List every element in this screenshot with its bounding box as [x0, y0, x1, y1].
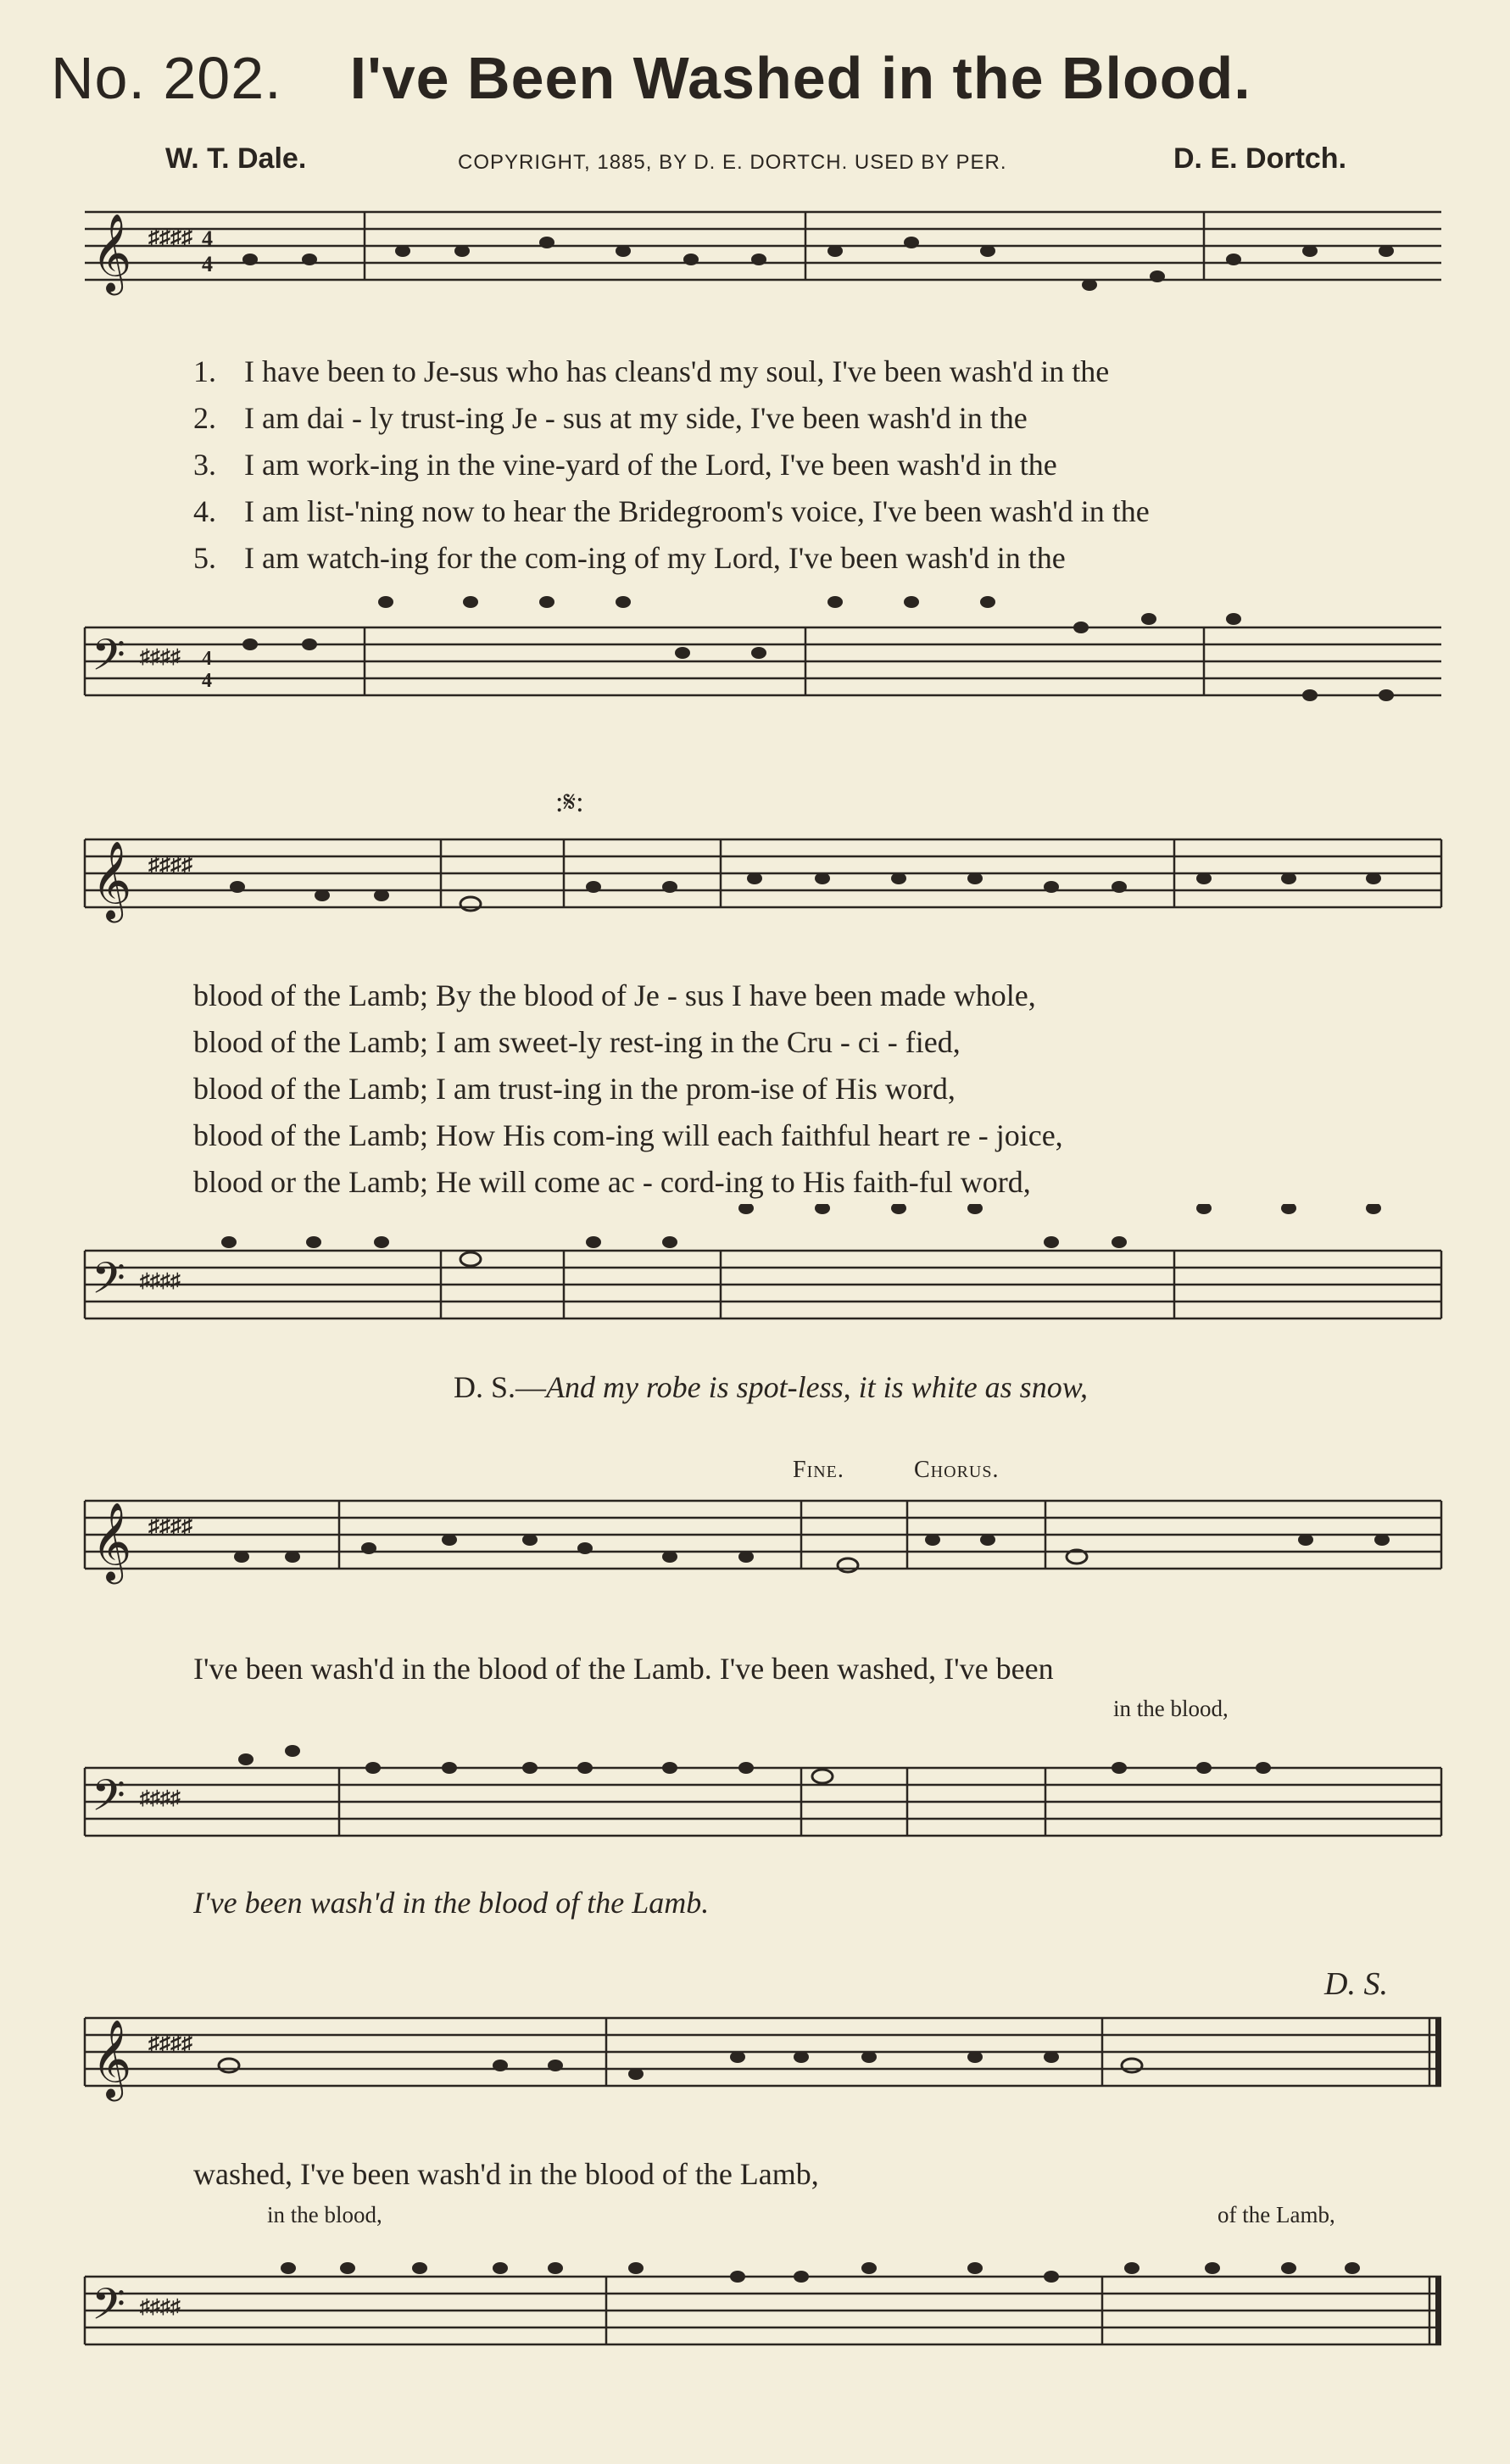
verse-text: I am work-ing in the vine-yard of the Lord, I've been wash'd in the: [244, 448, 1057, 482]
svg-text:𝄞: 𝄞: [92, 213, 132, 292]
composer-credit: D. E. Dortch.: [1173, 142, 1347, 175]
system-1-treble-staff: [0, 187, 1510, 314]
chorus-bass-lyric: I've been wash'd in the blood of the Lamb.: [193, 1886, 710, 1920]
verse-number: 5.: [193, 541, 216, 575]
verse-2-line-b: blood of the Lamb; I am sweet-ly rest-ing in the Cru - ci - fied,: [193, 1025, 961, 1059]
verse-2-line-a: [193, 398, 1028, 438]
hymn-number: No. 202.: [51, 45, 282, 111]
ds-text: And my robe is spot-less, it is white as snow,: [546, 1370, 1089, 1404]
svg-text:4: 4: [202, 670, 212, 692]
verse-1-line-a: [193, 351, 1109, 392]
system-2-treble-staff: [0, 797, 1510, 933]
svg-text:♯♯♯♯: ♯♯♯♯: [140, 1787, 181, 1809]
lyricist-credit: W. T. Dale.: [165, 142, 307, 175]
final-lyric: washed, I've been wash'd in the blood of the Lamb,: [193, 2157, 819, 2191]
svg-text:♯♯♯♯: ♯♯♯♯: [148, 2031, 192, 2055]
verse-number: 2.: [193, 401, 216, 435]
chorus-lyric-1: I've been wash'd in the blood of the Lamb. I've been washed, I've been: [193, 1652, 1054, 1686]
verse-text: I am dai - ly trust-ing Je - sus at my side, I've been wash'd in the: [244, 401, 1028, 435]
segno-mark: :𝄋:: [555, 787, 584, 818]
svg-text:𝄢: 𝄢: [92, 2278, 125, 2340]
verse-text: I am watch-ing for the com-ing of my Lord, I've been wash'd in the: [244, 541, 1066, 575]
system-3-bass-staff: [0, 1721, 1510, 1891]
verse-1-line-b: blood of the Lamb; By the blood of Je - sus I have been made whole,: [193, 978, 1036, 1012]
chorus-label: Chorus.: [914, 1457, 1000, 1483]
verse-number: 3.: [193, 448, 216, 482]
svg-text:𝄢: 𝄢: [92, 1770, 125, 1831]
svg-text:♯♯♯♯: ♯♯♯♯: [148, 225, 192, 249]
svg-text:♯♯♯♯: ♯♯♯♯: [148, 852, 192, 877]
verse-text: I am list-'ning now to hear the Bridegroom's voice, I've been wash'd in the: [244, 494, 1150, 528]
ds-refrain-line: [454, 1367, 1088, 1408]
verse-text: I have been to Je-sus who has cleans'd my soul, I've been wash'd in the: [244, 354, 1110, 388]
svg-text:♯♯♯♯: ♯♯♯♯: [140, 646, 181, 668]
chorus-alto-1: in the blood,: [1113, 1696, 1229, 1721]
hymn-title-text: I've Been Washed in the Blood.: [349, 45, 1251, 111]
ds-prefix: D. S.—: [454, 1370, 547, 1404]
svg-text:𝄞: 𝄞: [92, 2019, 132, 2098]
final-alto-right: of the Lamb,: [1217, 2202, 1335, 2227]
final-alto-left: in the blood,: [267, 2202, 382, 2227]
svg-text:♯♯♯♯: ♯♯♯♯: [140, 2296, 181, 2318]
system-3-treble-staff: [0, 1475, 1510, 1611]
verse-4-line-b: blood of the Lamb; How His com-ing will each faithful heart re - joice,: [193, 1118, 1063, 1152]
svg-text:♯♯♯♯: ♯♯♯♯: [148, 1514, 192, 1538]
hymn-title: [51, 44, 1407, 120]
ds-mark: D. S.: [1324, 1966, 1388, 2002]
system-4-treble-staff: [0, 1993, 1510, 2128]
verse-number: 1.: [193, 354, 216, 388]
verse-5-line-b: blood or the Lamb; He will come ac - cord-ing to His faith-ful word,: [193, 1165, 1031, 1199]
svg-text:♯♯♯♯: ♯♯♯♯: [140, 1270, 181, 1292]
system-1-bass-staff: [0, 585, 1510, 755]
system-2-bass-staff: [0, 1204, 1510, 1365]
svg-text:𝄞: 𝄞: [92, 1502, 132, 1580]
fine-label: Fine.: [793, 1457, 844, 1483]
system-4-bass-staff: [0, 2230, 1510, 2400]
svg-text:𝄢: 𝄢: [92, 629, 125, 691]
svg-text:𝄞: 𝄞: [92, 840, 132, 919]
svg-text:4: 4: [202, 226, 213, 251]
svg-text:4: 4: [202, 648, 212, 670]
svg-text:𝄢: 𝄢: [92, 1252, 125, 1314]
copyright-notice: COPYRIGHT, 1885, BY D. E. DORTCH. USED BY PER.: [458, 151, 1007, 174]
verse-number: 4.: [193, 494, 216, 528]
verse-5-line-a: [193, 538, 1066, 578]
verse-4-line-a: [193, 491, 1150, 532]
verse-3-line-b: blood of the Lamb; I am trust-ing in the prom-ise of His word,: [193, 1072, 956, 1106]
svg-text:4: 4: [202, 252, 213, 276]
verse-3-line-a: [193, 444, 1057, 485]
